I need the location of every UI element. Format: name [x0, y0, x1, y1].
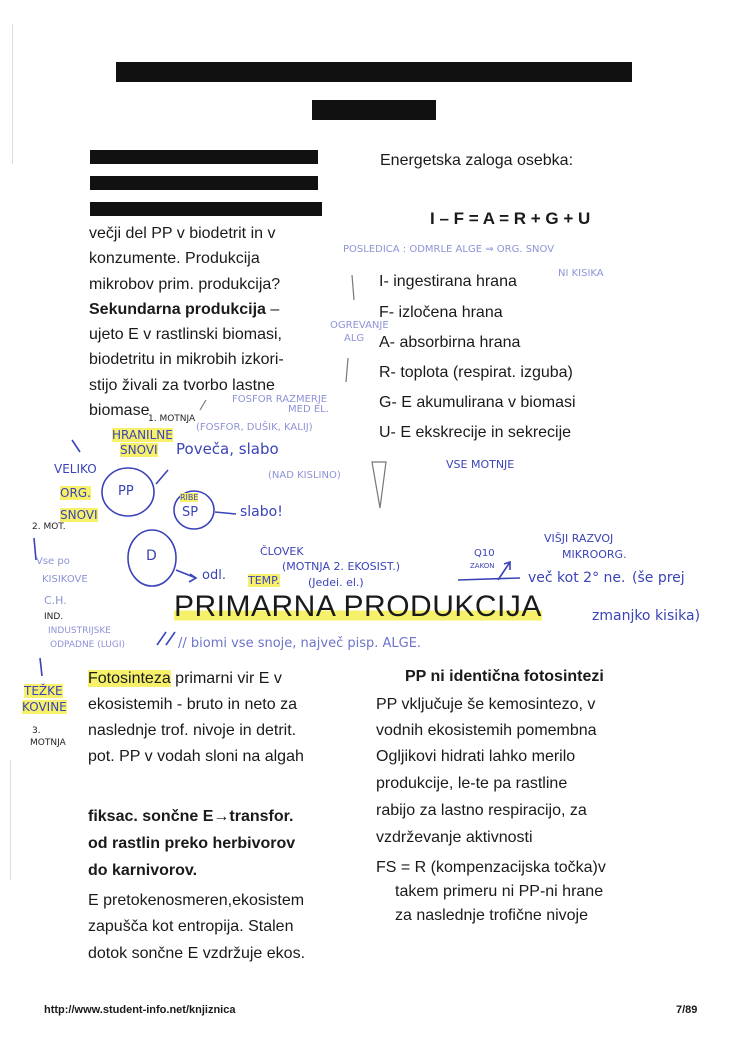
note-snovi: SNOVI	[120, 443, 158, 457]
note-hranilne: HRANILNE	[112, 428, 173, 442]
note-snovi-2: SNOVI	[60, 508, 98, 522]
arrow-sp-to-slabo	[215, 512, 236, 514]
section-title-text: PRIMARNA PRODUKCIJA	[174, 590, 542, 623]
note-med-el: MED EL.	[288, 404, 329, 415]
left-end-line-1: E pretokenosmeren,ekosistem	[88, 892, 305, 909]
label-ribe: RIBE	[180, 493, 199, 502]
sekundarna-line-3: stijo živali za tvorbo lastne	[89, 377, 275, 394]
note-odpadne: ODPADNE (LUGI)	[50, 640, 126, 650]
left-end-line-2: zapušča kot entropija. Stalen	[88, 918, 294, 935]
energy-title: Energetska zaloga osebka:	[380, 152, 574, 169]
note-vse-kisik: Vse po	[36, 556, 70, 567]
fotosinteza-line	[88, 668, 282, 690]
label-sp: SP	[182, 505, 199, 520]
section-title	[174, 590, 542, 624]
funnel-mark	[372, 462, 386, 508]
note-temp: TEMP.	[248, 574, 280, 587]
arrow-d-to-odl	[176, 570, 196, 582]
note-alg: ALG	[344, 333, 365, 344]
fs-line-1: FS = R (kompenzacijska točka)v	[376, 859, 606, 876]
note-ind: IND.	[44, 612, 64, 622]
scan-margin-mark-2	[10, 760, 11, 880]
left-bottom-line-2: ekosistemih - bruto in neto za	[88, 696, 297, 713]
left-bottom-line-3: naslednje trof. nivoje in detrit.	[88, 722, 297, 739]
note-poveca: Poveča, slabo	[176, 440, 279, 458]
note-nad-kislino: (NAD KISLINO)	[268, 470, 341, 481]
right-bottom-line-4: produkcije, le-te pa rastline	[376, 775, 568, 792]
note-odl: odl.	[202, 568, 226, 583]
arrow-vec-kot	[458, 578, 520, 580]
intro-line-2: konzumente. Produkcija	[89, 250, 260, 267]
arrow-pp-to-poveca	[156, 470, 168, 484]
right-bottom-heading: PP ni identična fotosintezi	[405, 668, 604, 685]
scan-margin-mark	[12, 24, 13, 164]
note-jedei: (Jedei. el.)	[308, 576, 364, 589]
note-org: ORG.	[60, 486, 91, 500]
note-motnja-3a: 3.	[32, 726, 41, 736]
right-bottom-line-5: rabijo za lastno respiracijo, za	[376, 802, 587, 819]
left-bottom-line-4: pot. PP v vodah sloni na algah	[88, 748, 304, 765]
energy-formula: I – F = A = R + G + U	[430, 209, 591, 228]
fotosinteza-word: Fotosinteza	[88, 670, 171, 687]
note-mikroorg: MIKROORG.	[562, 548, 627, 561]
note-ni-kisika: NI KISIKA	[558, 268, 604, 279]
right-bottom-line-1: PP vključuje še kemosintezo, v	[376, 696, 596, 713]
footer-page-number: 7/89	[676, 1004, 698, 1016]
energy-item-A: A- absorbirna hrana	[379, 334, 521, 351]
note-vec-kot: več kot 2° ne.	[528, 570, 626, 586]
right-bottom-line-2: vodnih ekosistemih pomembna	[376, 722, 597, 739]
arrow-q10	[498, 562, 510, 580]
note-vse-motnje: VSE MOTNJE	[446, 458, 515, 471]
double-slash	[157, 632, 175, 645]
note-kovine: KOVINE	[22, 700, 67, 714]
note-motnja-ekosist: (MOTNJA 2. EKOSIST.)	[282, 560, 401, 573]
left-end-line-3: dotok sončne E vzdržuje ekos.	[88, 945, 306, 962]
energy-item-U: U- E ekskrecije in sekrecije	[379, 424, 572, 441]
footer-url: http://www.student-info.net/knjiznica	[44, 1004, 236, 1016]
note-slabo: slabo!	[240, 504, 283, 520]
note-ch: C.H.	[44, 594, 67, 607]
note-kisikove: KISIKOVE	[42, 574, 88, 585]
right-bottom-line-6: vzdrževanje aktivnosti	[376, 829, 533, 846]
label-pp: PP	[118, 484, 134, 499]
sekundarna-line-4: biomase	[89, 402, 150, 419]
note-zakon: ZAKON	[470, 562, 495, 570]
label-d: D	[146, 548, 157, 564]
fs-line-3: za naslednje trofične nivoje	[395, 907, 589, 924]
arrow-veliko	[72, 440, 80, 452]
left-bold-line-3: do karnivorov.	[88, 862, 198, 879]
note-q10: Q10	[474, 548, 495, 559]
left-bold-line-1: fiksac. sončne E→transfor.	[88, 808, 294, 825]
arrow-tezke	[40, 658, 42, 676]
note-zmanjko: zmanjko kisika)	[592, 608, 701, 624]
note-tezke: TEŽKE	[24, 684, 63, 698]
intro-line-3: mikrobov prim. produkcija?	[89, 276, 281, 293]
note-motnja-1: 1. MOTNJA	[148, 414, 196, 424]
note-fosfor-paren: (FOSFOR, DUŠIK, KALIJ)	[196, 422, 313, 433]
note-ogrevanje: OGREVANJE	[330, 320, 389, 331]
note-visji-razvoj: VIŠJI RAZVOJ	[544, 532, 614, 545]
energy-item-I: I- ingestirana hrana	[379, 273, 517, 290]
sekundarna-heading-dash: –	[265, 301, 280, 318]
energy-item-R: R- toplota (respirat. izguba)	[379, 364, 573, 381]
note-clovek: ČLOVEK	[260, 545, 304, 558]
sekundarna-line-2: biodetritu in mikrobih izkori-	[89, 351, 284, 368]
note-motnja-3b: MOTNJA	[30, 738, 66, 748]
sekundarna-heading-text: Sekundarna produkcija	[89, 301, 266, 318]
note-industrijske: INDUSTRIJSKE	[48, 626, 111, 636]
note-posledica: POSLEDICA : ODMRLE ALGE ⇒ ORG. SNOV	[343, 244, 555, 255]
note-veliko: VELIKO	[54, 462, 97, 476]
sekundarna-line-1: ujeto E v rastlinski biomasi,	[89, 326, 282, 343]
left-bold-line-2: od rastlin preko herbivorov	[88, 835, 296, 852]
intro-line-1: večji del PP v biodetrit in v	[89, 225, 276, 242]
note-fosfor: FOSFOR RAZMERJE	[232, 394, 328, 405]
note-motnja-2: 2. MOT.	[32, 522, 66, 532]
fs-line-2: takem primeru ni PP-ni hrane	[395, 883, 604, 900]
energy-item-G: G- E akumulirana v biomasi	[379, 394, 576, 411]
note-se-prej: (še prej	[632, 570, 685, 586]
energy-item-F: F- izločena hrana	[379, 304, 503, 321]
fotosinteza-rest: primarni vir E v	[170, 670, 282, 687]
right-bottom-line-3: Ogljikovi hidrati lahko merilo	[376, 748, 576, 765]
note-biomi: // biomi vse snoje, največ pisp. ALGE.	[178, 636, 422, 651]
